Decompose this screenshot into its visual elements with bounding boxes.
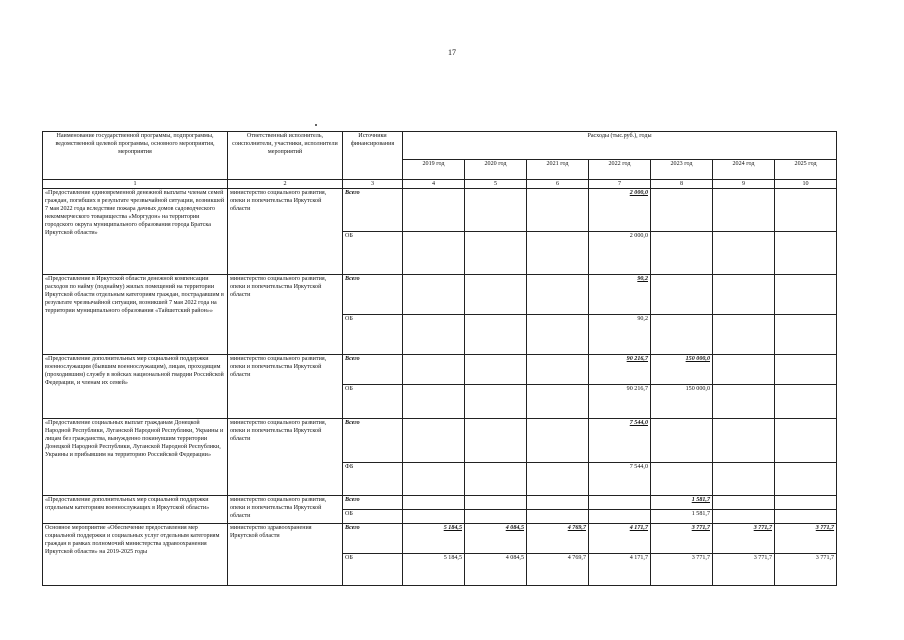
amount-budget [775,463,837,496]
amount-budget [713,510,775,524]
column-index: 4 [403,180,465,189]
source-total: Всего [343,275,403,315]
amount-budget [527,463,589,496]
amount-budget [713,463,775,496]
executor: министерство социального развития, опеки и попечительства Иркутской области [228,419,343,496]
amount-total [465,355,527,385]
amount-total: 90 216,7 [589,355,651,385]
amount-total [403,275,465,315]
year-header: 2023 год [651,160,713,180]
header-name: Наименование государственной программы, подпрограммы, ведомственной целевой программы, основного мероприятия, мероприятия [43,132,228,180]
source-budget: ОБ [343,554,403,586]
column-index: 9 [713,180,775,189]
column-index: 1 [43,180,228,189]
amount-total [527,189,589,232]
source-total: Всего [343,496,403,510]
amount-budget [775,385,837,419]
amount-budget: 90 216,7 [589,385,651,419]
amount-budget [775,510,837,524]
amount-budget: 2 000,0 [589,232,651,275]
table-row-total [43,419,837,463]
amount-total: 3 771,7 [775,524,837,554]
amount-total: 4 171,7 [589,524,651,554]
amount-total [465,275,527,315]
budget-table [42,131,837,586]
amount-total [713,355,775,385]
table-row-total [43,189,837,232]
measure-name: «Предоставление дополнительных мер социальной поддержки военнослужащим (бывшим военнослужащим), лицам, проходящим (проходившим) службу в войсках национальной гвардии Российской Федерации, и членам их семей» [43,355,228,419]
amount-budget: 3 771,7 [651,554,713,586]
amount-total: 4 769,7 [527,524,589,554]
year-header: 2025 год [775,160,837,180]
amount-total [589,496,651,510]
amount-budget [527,315,589,355]
year-header: 2022 год [589,160,651,180]
amount-total: 7 544,0 [589,419,651,463]
amount-total [775,496,837,510]
amount-budget [403,510,465,524]
amount-total [651,189,713,232]
executor: министерство социального развития, опеки и попечительства Иркутской области [228,275,343,355]
table-row-total [43,275,837,315]
executor: министерство социального развития, опеки и попечительства Иркутской области [228,189,343,275]
amount-budget [651,232,713,275]
amount-total: 150 000,0 [651,355,713,385]
source-total: Всего [343,419,403,463]
amount-budget: 4 769,7 [527,554,589,586]
amount-total [527,496,589,510]
executor: министерство социального развития, опеки и попечительства Иркутской области [228,496,343,524]
amount-budget: 4 084,5 [465,554,527,586]
amount-total: 3 771,7 [713,524,775,554]
amount-total [527,355,589,385]
amount-total [465,419,527,463]
measure-name: «Предоставление дополнительных мер социальной поддержки отдельным категориям военнослужащих в Иркутской области» [43,496,228,524]
amount-total [403,355,465,385]
measure-name: «Предоставление социальных выплат гражданам Донецкой Народной Республики, Луганской Народной Республики, Украины и лицам без гражданства, вынужденно покинувшим территории Донецкой Народной Республики, Луганской Народной Республики, Украины и прибывшим на территорию Российской Федерации» [43,419,228,496]
year-header: 2019 год [403,160,465,180]
year-header: 2020 год [465,160,527,180]
source-total: Всего [343,355,403,385]
table-row-total [43,496,837,510]
amount-total [527,275,589,315]
amount-budget [775,232,837,275]
page-number: 17 [448,48,456,57]
header-sources: Источники финансирования [343,132,403,180]
amount-total: 4 084,5 [465,524,527,554]
column-index: 10 [775,180,837,189]
amount-total [651,419,713,463]
amount-budget: 150 000,0 [651,385,713,419]
amount-budget [403,315,465,355]
amount-budget [465,510,527,524]
stray-mark [315,124,317,126]
amount-budget [465,315,527,355]
amount-budget [527,510,589,524]
column-index-row [43,180,837,189]
amount-budget [465,463,527,496]
amount-budget [403,232,465,275]
amount-total: 2 000,0 [589,189,651,232]
executor: министерство здравоохранения Иркутской области [228,524,343,586]
executor: министерство социального развития, опеки и попечительства Иркутской области [228,355,343,419]
table-row-total [43,524,837,554]
amount-total: 5 184,5 [403,524,465,554]
table-row-total [43,355,837,385]
source-budget: ОБ [343,385,403,419]
amount-budget: 4 171,7 [589,554,651,586]
source-budget: ОБ [343,510,403,524]
amount-budget [775,315,837,355]
amount-budget [651,463,713,496]
amount-budget [465,385,527,419]
amount-total [465,189,527,232]
source-budget: ОБ [343,315,403,355]
amount-budget: 1 581,7 [651,510,713,524]
amount-budget [713,385,775,419]
amount-budget: 5 184,5 [403,554,465,586]
year-header: 2024 год [713,160,775,180]
amount-budget: 3 771,7 [713,554,775,586]
amount-total [775,275,837,315]
measure-name: Основное мероприятие «Обеспечение предоставления мер социальной поддержки и социальных услуг отдельным категориям граждан в рамках полномочий министерства здравоохранения Иркутской области» на 2019-2025 годы [43,524,228,586]
header-expenses: Расходы (тыс.руб.), годы [403,132,837,160]
source-total: Всего [343,524,403,554]
amount-total [403,189,465,232]
amount-budget: 3 771,7 [775,554,837,586]
amount-total [651,275,713,315]
header-executor: Ответственный исполнитель, соисполнители, участники, исполнители мероприятий [228,132,343,180]
amount-total [713,496,775,510]
amount-total [713,189,775,232]
column-index: 7 [589,180,651,189]
amount-total [403,496,465,510]
source-budget: ОБ [343,232,403,275]
amount-budget: 90,2 [589,315,651,355]
column-index: 8 [651,180,713,189]
column-index: 2 [228,180,343,189]
amount-budget [713,232,775,275]
amount-total [775,189,837,232]
column-index: 3 [343,180,403,189]
source-budget: ФБ [343,463,403,496]
amount-total: 1 581,7 [651,496,713,510]
column-index: 6 [527,180,589,189]
amount-budget [713,315,775,355]
amount-total [713,275,775,315]
amount-total [527,419,589,463]
column-index: 5 [465,180,527,189]
measure-name: «Предоставление в Иркутской области денежной компенсации расходов по найму (поднайму) жилых помещений на территории Иркутской области отдельным категориям граждан, пострадавшим в результате чрезвычайной ситуации, возникшей 7 мая 2022 года на территории муниципального образования «Тайшетский район»» [43,275,228,355]
amount-total: 3 771,7 [651,524,713,554]
amount-total [403,419,465,463]
amount-budget: 7 544,0 [589,463,651,496]
amount-budget [465,232,527,275]
amount-total: 90,2 [589,275,651,315]
amount-total [713,419,775,463]
amount-budget [527,385,589,419]
measure-name: «Предоставление единовременной денежной выплаты членам семей граждан, погибших в результате чрезвычайной ситуации, возникшей 7 мая 2022 года вследствие пожара дачных домов садоводческого некоммерческого товарищества «Моргудон» на территории городского округа муниципального образования города Братска Иркутской области» [43,189,228,275]
amount-budget [651,315,713,355]
amount-total [775,355,837,385]
amount-budget [527,232,589,275]
amount-budget [403,463,465,496]
amount-budget [589,510,651,524]
amount-budget [403,385,465,419]
amount-total [465,496,527,510]
year-header: 2021 год [527,160,589,180]
amount-total [775,419,837,463]
source-total: Всего [343,189,403,232]
